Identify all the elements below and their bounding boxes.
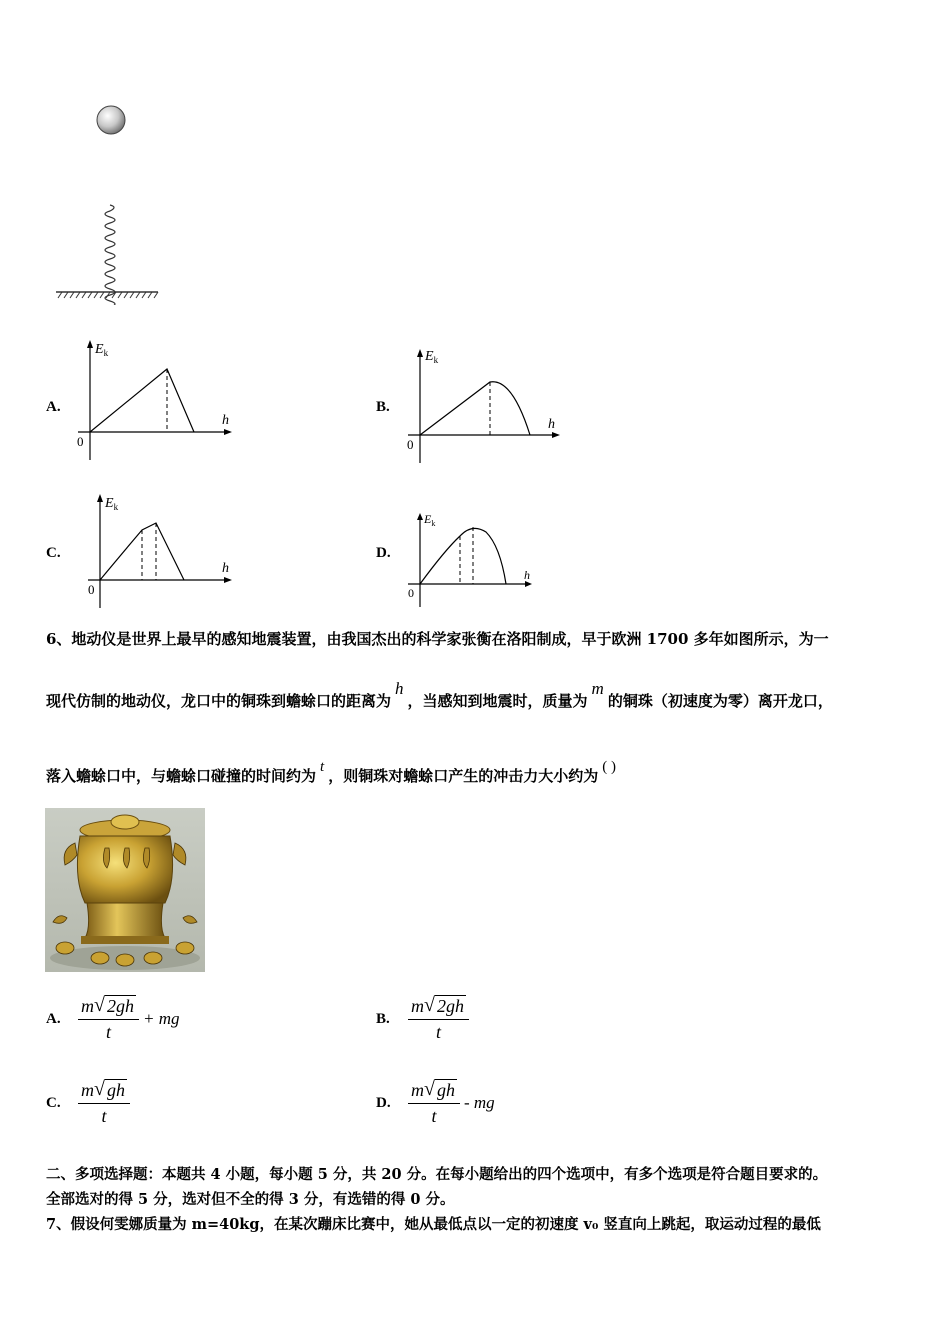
svg-text:Ek: $E_k$ xyxy=(105,496,119,512)
svg-text:h: h xyxy=(548,417,555,432)
q6-line1: 6、地动仪是世界上最早的感知地震装置，由我国杰出的科学家张衡在洛阳制成，早于欧洲 1700 多年如图所示，为一 xyxy=(46,630,829,648)
seismoscope-photo xyxy=(45,808,205,972)
svg-text:0: 0 xyxy=(407,437,414,452)
graph-a[interactable] xyxy=(70,338,240,466)
section2-heading-line2: 全部选对的得 5 分，选对但不全的得 3 分，有选错的得 0 分。 xyxy=(46,1191,455,1208)
q6-line3: 落入蟾蜍口中，与蟾蜍口碰撞的时间约为 t ，则铜珠对蟾蜍口产生的冲击力大小约为 ( ) xyxy=(46,759,616,785)
origin: 0 xyxy=(77,434,84,449)
q6-option-b[interactable]: B. m √ 2gh t xyxy=(376,995,469,1043)
q6-line2: 现代仿制的地动仪，龙口中的铜珠到蟾蜍口的距离为h，当感知到地震时，质量为m的铜珠（初速度为零）离开龙口， xyxy=(46,679,833,710)
q6-option-c[interactable]: C. m √ gh t xyxy=(46,1079,130,1127)
q6-option-a[interactable]: A. m √ 2gh t + mg xyxy=(46,994,180,1042)
spring-icon xyxy=(105,205,115,305)
q7-line1: 7、假设何雯娜质量为 m=40kg，在某次蹦床比赛中，她从最低点以一定的初速度 v₀ 竖直向上跳起，取运动过程的最低 xyxy=(46,1216,821,1233)
section2-heading-line1: 二、多项选择题：本题共 4 小题，每小题 5 分，共 20 分。在每小题给出的四个选项中，有多个选项是符合题目要求的。 xyxy=(46,1166,828,1183)
graph-c[interactable] xyxy=(80,490,240,612)
svg-text:0: 0 xyxy=(88,582,95,597)
option-a-letter[interactable]: A. xyxy=(46,399,61,415)
option-c-letter[interactable]: C. xyxy=(46,545,61,561)
option-b-letter[interactable]: B. xyxy=(376,399,390,415)
option-d-letter[interactable]: D. xyxy=(376,545,391,561)
svg-text:h: h xyxy=(524,568,530,582)
ground-icon xyxy=(56,292,158,298)
ball-icon xyxy=(97,106,125,134)
ylabel: $E_k$ xyxy=(95,342,109,358)
svg-text:h: h xyxy=(222,561,229,576)
xlabel: h xyxy=(222,413,229,428)
graph-b[interactable] xyxy=(400,345,570,467)
ball-spring-figure xyxy=(50,100,170,305)
graph-d[interactable] xyxy=(400,510,540,610)
svg-text:0: 0 xyxy=(408,586,414,600)
q6-option-d[interactable]: D. m √ gh t - mg xyxy=(376,1078,495,1126)
svg-text:Ek: $E_k$ xyxy=(424,512,436,528)
svg-text:Ek: $E_k$ xyxy=(425,349,439,365)
